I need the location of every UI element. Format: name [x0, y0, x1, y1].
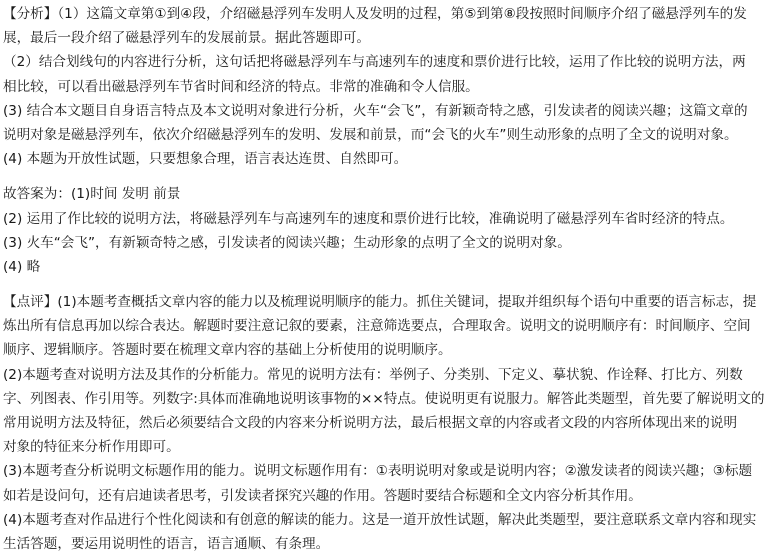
analysis-line: (3) 结合本文题目自身语言特点及本文说明对象进行分析，火车“会飞”，有新颖奇特之感，引发读者的阅读兴趣；这篇文章的	[3, 102, 748, 119]
answer-line: (3) 火车“会飞”，有新颖奇特之感，引发读者的阅读兴趣；生动形象的点明了全文的说明对象。	[3, 234, 571, 251]
answer-section	[3, 182, 777, 279]
comment-line: (2)本题考查对说明方法及其作的分析能力。常见的说明方法有：举例子、分类别、下定义、摹状貌、作诠释、打比方、列数	[3, 366, 743, 383]
analysis-line: (4) 本题为开放性试题，只要想象合理，语言表达连贯、自然即可。	[3, 151, 408, 168]
answer-line: (2) 运用了作比较的说明方法，将磁悬浮列车与高速列车的速度和票价进行比较，准确说明了磁悬浮列车省时经济的特点。	[3, 210, 734, 227]
comment-line: (3)本题考查分析说明文标题作用的能力。说明文标题作用有：①表明说明对象或是说明内容；②激发读者的阅读兴趣；③标题	[3, 463, 753, 480]
comment-line: 对象的特征来分析作用即可。	[3, 439, 180, 456]
analysis-section	[3, 2, 777, 171]
comment-line: 【点评】(1)本题考查概括文章内容的能力以及梳理说明顺序的能力。抓住关键词，提取并组织每个语句中重要的语言标志，提	[3, 294, 757, 311]
comment-section	[3, 290, 777, 556]
analysis-line: 相比较，可以看出磁悬浮列车节省时间和经济的特点。非常的准确和令人信服。	[3, 78, 479, 95]
comment-line: 生活答题，要运用说明性的语言，语言通顺、有条理。	[3, 535, 330, 552]
comment-line: (4)本题考查对作品进行个性化阅读和有创意的解读的能力。这是一道开放性试题，解决此类题型，要注意联系文章内容和现实	[3, 511, 757, 528]
section-spacer	[3, 279, 777, 290]
comment-line: 炼出所有信息再加以综合表达。解题时要注意记叙的要素，注意筛选要点，合理取舍。说明文的说明顺序有：时间顺序、空间	[3, 318, 751, 335]
analysis-line: 【分析】（1）这篇文章第①到④段，介绍磁悬浮列车发明人及发明的过程，第⑤到第⑧段按照时间顺序介绍了磁悬浮列车的发	[3, 6, 747, 22]
comment-line: 字、列图表、作引用等。列数字:具体而准确地说明该事物的××特点。使说明更有说服力。解答此类题型，首先要了解说明文的	[3, 390, 765, 407]
analysis-line: （2）结合划线句的内容进行分析，这句话把将磁悬浮列车与高速列车的速度和票价进行比较，运用了作比较的说明方法，两	[3, 54, 746, 71]
answer-line: 故答案为：(1)时间 发明 前景	[3, 186, 181, 203]
comment-line: 顺序、逻辑顺序。答题时要在梳理文章内容的基础上分析使用的说明顺序。	[3, 342, 452, 359]
answer-line: (4) 略	[3, 258, 41, 275]
section-spacer	[3, 171, 777, 182]
comment-line: 常用说明方法及特征，然后必须要结合文段的内容来分析说明方法，最后根据文章的内容或者文段的内容所体现出来的说明	[3, 415, 738, 431]
analysis-line: 说明对象是磁悬浮列车，依次介绍磁悬浮列车的发明、发展和前景，而“会飞的火车”则生动形象的点明了全文的说明对象。	[3, 126, 738, 143]
analysis-line: 展，最后一段介绍了磁悬浮列车的发展前景。据此答题即可。	[3, 30, 371, 47]
comment-line: 如若是设问句，还有启迪读者思考，引发读者探究兴趣的作用。答题时要结合标题和全文内容分析其作用。	[3, 487, 642, 504]
